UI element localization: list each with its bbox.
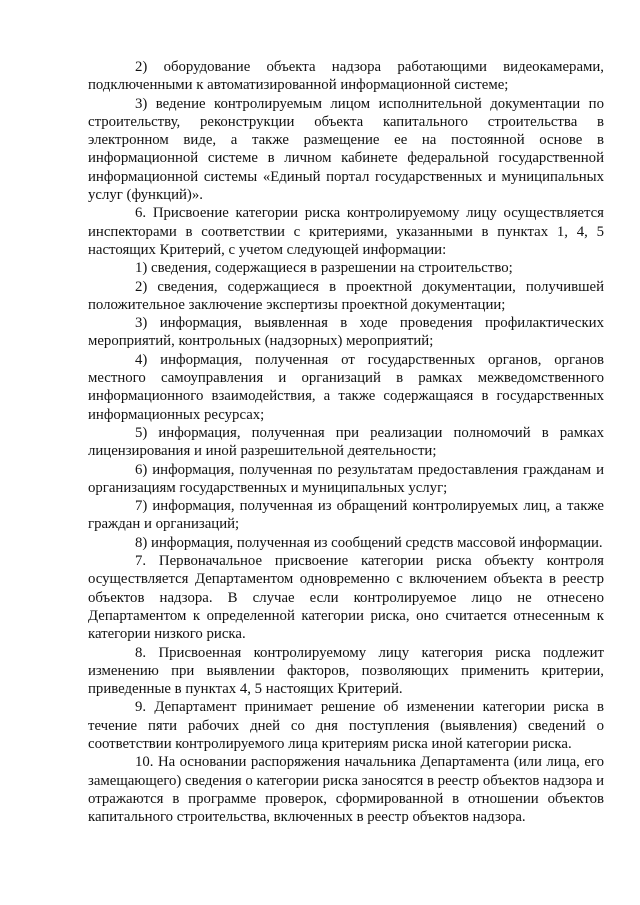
paragraph-7-initial-assignment: 7. Первоначальное присвоение категории риска объекту контроля осуществляется Департаментом одновременно с включением объекта в реестр объектов надзора. В случае если контролируемое лицо не отнесено Департаментом к определенной категории риска, оно считается отнесенным к категории низкого риска. <box>88 553 604 643</box>
paragraph-6-risk-category-assignment: 6. Присвоение категории риска контролируемому лицу осуществляется инспекторами в соответствии с критериями, указанными в пунктах 1, 4, 5 настоящих Критерий, с учетом следующей информации: <box>88 205 604 258</box>
list-item-1-construction-permit: 1) сведения, содержащиеся в разрешении на строительство; <box>135 260 513 277</box>
paragraph-8-category-change: 8. Присвоенная контролируемому лицу категория риска подлежит изменению при выявлении факторов, позволяющих применить критерии, приведенные в пунктах 4, 5 настоящих Критерий. <box>88 644 604 698</box>
list-item-6-public-services: 6) информация, полученная по результатам предоставления гражданам и организациям государственных и муниципальных услуг; <box>88 461 604 496</box>
paragraph-10-registry-entry: 10. На основании распоряжения начальника Департамента (или лица, его замещающего) сведения о категории риска заносятся в реестр объектов надзора и отражаются в программе проверок, сформированной в отношении объектов капитального строительства, включенных в реестр объектов надзора. <box>88 754 604 826</box>
list-item-2-project-documentation: 2) сведения, содержащиеся в проектной документации, получившей положительное заключение экспертизы проектной документации; <box>88 278 604 313</box>
paragraph-9-department-decision: 9. Департамент принимает решение об изменении категории риска в течение пяти рабочих дней со дня поступления (выявления) сведений о соответствии контролируемого лица критериям риска иной категории риска. <box>88 699 604 752</box>
document-page <box>88 58 604 826</box>
list-item-5-licensing: 5) информация, полученная при реализации полномочий в рамках лицензирования и иной разрешительной деятельности; <box>88 424 604 460</box>
paragraph-2-video-cameras: 2) оборудование объекта надзора работающими видеокамерами, подключенными к автоматизированной информационной системе; <box>88 59 604 94</box>
paragraph-3-executive-documentation: 3) ведение контролируемым лицом исполнительной документации по строительству, реконструкции объекта капитального строительства в электронном виде, а также размещение ее на постоянной основе в информационной системе в личном кабинете федеральной государственной информационной системы «Единый портал государственных и муниципальных услуг (функций)». <box>88 95 604 204</box>
list-item-8-mass-media: 8) информация, полученная из сообщений средств массовой информации. <box>135 534 603 551</box>
list-item-3-preventive-measures: 3) информация, выявленная в ходе проведения профилактических мероприятий, контрольных (надзорных) мероприятий; <box>88 315 604 350</box>
list-item-4-government-information: 4) информация, полученная от государственных органов, органов местного самоуправления и организаций в рамках межведомственного информационного взаимодействия, а также содержащаяся в государственных информационных ресурсах; <box>88 351 604 423</box>
list-item-7-complaints: 7) информация, полученная из обращений контролируемых лиц, а также граждан и организаций; <box>88 498 604 533</box>
